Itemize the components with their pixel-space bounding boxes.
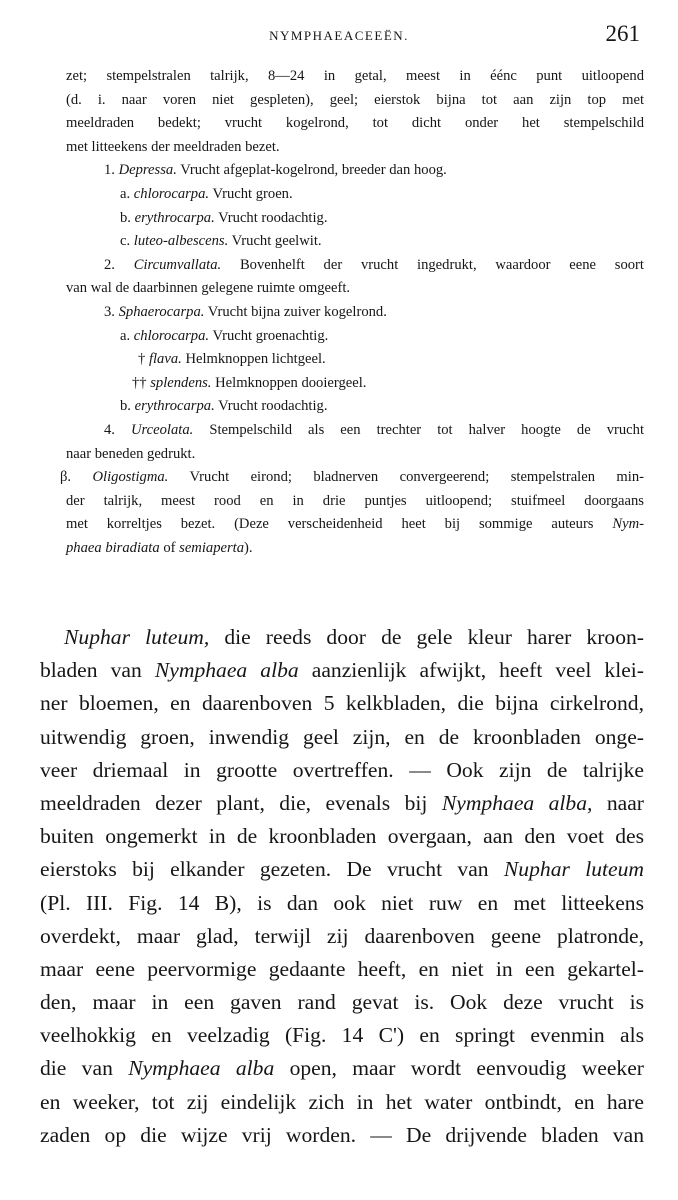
variety-key xyxy=(60,65,645,560)
paragraph-line: die van Nymphaea alba open, maar wordt eenvoudig weeker xyxy=(40,1056,644,1081)
paragraph-line: maar eene peervormige gedaante heeft, en niet in een gekartel- xyxy=(40,956,644,981)
paragraph-line: meeldraden dezer plant, die, evenals bij Nymphaea alba, naar xyxy=(40,790,644,815)
key-entry: a. chlorocarpa. Vrucht groen. xyxy=(120,185,293,202)
key-line: meeldraden bedekt; vrucht kogelrond, tot dicht onder het stempelschild xyxy=(66,115,644,132)
paragraph-line: veelhokkig en veelzadig (Fig. 14 C') en springt evenmin als xyxy=(40,1023,644,1048)
key-line: van wal de daarbinnen gelegene ruimte omgeeft. xyxy=(66,280,351,297)
key-entry: 4. Urceolata. Stempelschild als een trechter tot halver hoogte de vrucht xyxy=(104,421,644,438)
paragraph-line: (Pl. III. Fig. 14 B), is dan ook niet ruw en met litteekens xyxy=(40,890,644,915)
key-line: (d. i. naar voren niet gespleten), geel; eierstok bijna tot aan zijn top met xyxy=(66,91,644,108)
key-line: naar beneden gedrukt. xyxy=(66,445,196,462)
key-line: met korreltjes bezet. (Deze verscheidenheid heet bij sommige auteurs Nym- xyxy=(66,516,645,533)
paragraph-line: den, maar in een gaven rand gevat is. Ook deze vrucht is xyxy=(40,990,644,1015)
paragraph-line: veer driemaal in grootte overtreffen. — Ook zijn de talrijke xyxy=(40,757,644,782)
paragraph-line: bladen van Nymphaea alba aanzienlijk afwijkt, heeft veel klei- xyxy=(40,658,644,683)
key-entry: c. luteo-albescens. Vrucht geelwit. xyxy=(120,233,322,250)
paragraph-line: en weeker, tot zij eindelijk zich in het water ontbindt, en hare xyxy=(40,1089,644,1114)
paragraph-line: ner bloemen, en daarenboven 5 kelkbladen, die bijna cirkelrond, xyxy=(40,691,644,716)
paragraph-line: buiten ongemerkt in de kroonbladen overgaan, aan den voet des xyxy=(40,824,644,849)
key-entry: β. Oligostigma. Vrucht eirond; bladnerven convergeerend; stempelstralen min- xyxy=(60,469,644,486)
key-entry: 3. Sphaerocarpa. Vrucht bijna zuiver kogelrond. xyxy=(104,303,387,320)
key-entry: †† splendens. Helmknoppen dooiergeel. xyxy=(132,374,367,391)
page-number: 261 xyxy=(605,21,640,46)
key-line: phaea biradiata of semiaperta). xyxy=(66,539,253,556)
key-entry: b. erythrocarpa. Vrucht roodachtig. xyxy=(120,209,328,226)
running-title: NYMPHAEACEEËN. xyxy=(269,28,409,43)
paragraph-line: zaden op die wijze vrij worden. — De drijvende bladen van xyxy=(40,1122,644,1147)
key-line: der talrijk, meest rood en in drie puntjes uitloopend; stuifmeel doorgaans xyxy=(66,492,644,509)
key-entry: 1. Depressa. Vrucht afgeplat-kogelrond, breeder dan hoog. xyxy=(104,162,447,179)
paragraph-line: Nuphar luteum, die reeds door de gele kleur harer kroon- xyxy=(64,625,644,649)
main-paragraph xyxy=(40,621,644,1152)
key-entry: b. erythrocarpa. Vrucht roodachtig. xyxy=(120,398,328,415)
page-header xyxy=(0,20,678,54)
key-line: zet; stempelstralen talrijk, 8—24 in getal, meest in éénc punt uitloopend xyxy=(66,68,644,84)
key-entry: 2. Circumvallata. Bovenhelft der vrucht ingedrukt, waardoor eene soort xyxy=(104,256,644,273)
paragraph-line: overdekt, maar glad, terwijl zij daarenboven geene platronde, xyxy=(40,923,644,948)
paragraph-line: uitwendig groen, inwendig geel zijn, en de kroonbladen onge- xyxy=(40,724,644,749)
key-entry: a. chlorocarpa. Vrucht groenachtig. xyxy=(120,327,329,344)
paragraph-line: eierstoks bij elkander gezeten. De vrucht van Nuphar luteum xyxy=(40,857,644,882)
key-entry: † flava. Helmknoppen lichtgeel. xyxy=(138,351,326,368)
key-line: met litteekens der meeldraden bezet. xyxy=(66,138,280,155)
